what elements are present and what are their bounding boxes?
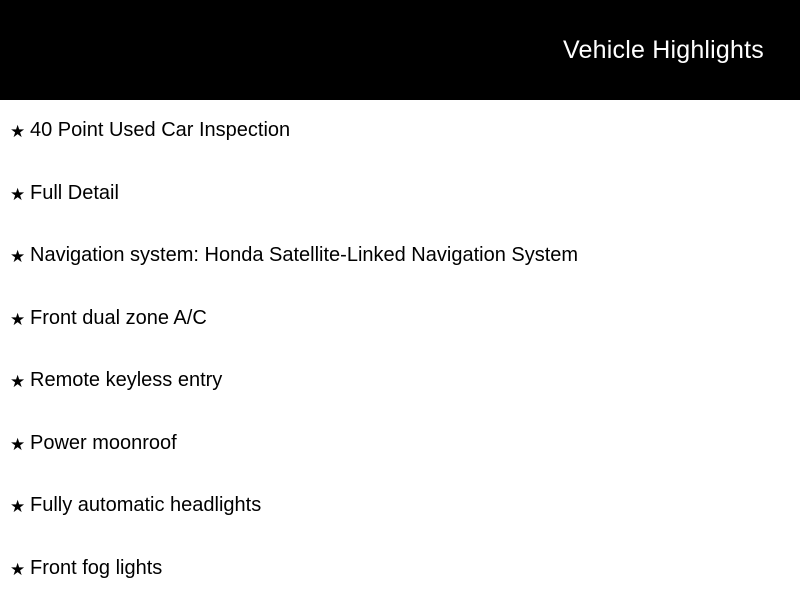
star-icon: ★ [10, 497, 26, 516]
list-item [0, 163, 800, 226]
list-item-label: 40 Point Used Car Inspection [30, 119, 291, 141]
star-icon: ★ [10, 434, 26, 454]
list-item [0, 413, 800, 476]
list-item-label: Remote keyless entry [30, 369, 223, 391]
star-icon: ★ [10, 372, 26, 391]
list-item [0, 475, 800, 538]
list-item [0, 100, 800, 163]
list-item [0, 538, 800, 600]
list-item [0, 225, 800, 288]
star-icon: ★ [10, 122, 26, 141]
list-item [0, 350, 800, 413]
highlights-list [0, 100, 800, 600]
list-item-label: Front fog lights [30, 556, 163, 579]
star-icon: ★ [10, 184, 26, 204]
list-item [0, 288, 800, 351]
list-item-label: Full Detail [30, 181, 119, 204]
star-icon: ★ [10, 247, 26, 266]
header-bar [0, 0, 800, 100]
page-title: Vehicle Highlights [563, 35, 764, 64]
star-icon: ★ [10, 309, 26, 329]
list-item-label: Front dual zone A/C [30, 306, 207, 329]
list-item-label: Navigation system: Honda Satellite-Linked Navigation System [30, 244, 579, 266]
list-item-label: Power moonroof [30, 431, 177, 454]
list-item-label: Fully automatic headlights [30, 494, 262, 516]
star-icon: ★ [10, 559, 26, 579]
